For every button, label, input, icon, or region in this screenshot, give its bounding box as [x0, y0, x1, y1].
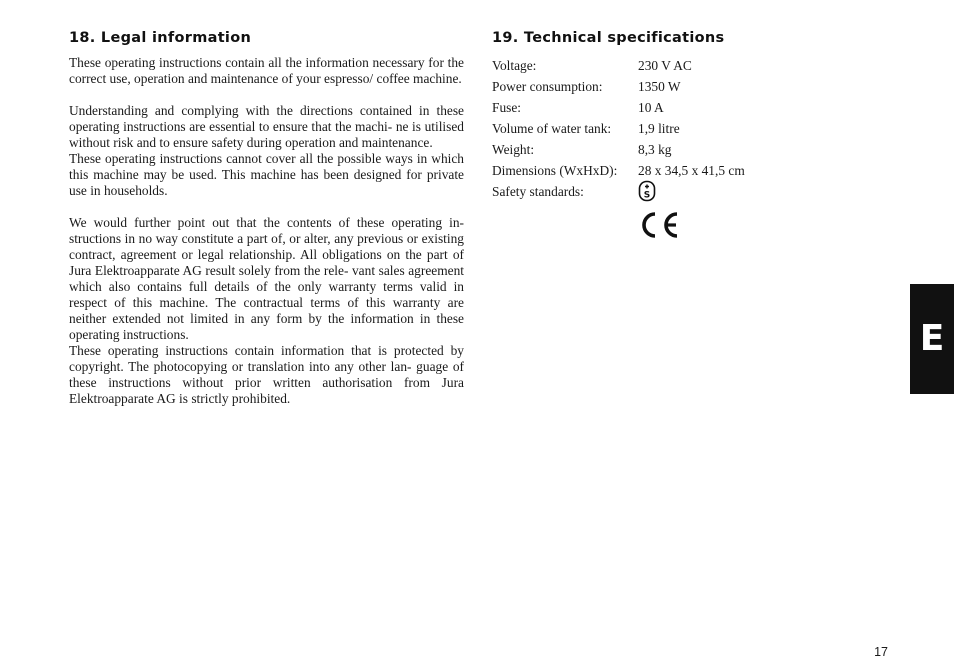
spec-value: 1350 W — [638, 79, 681, 94]
spec-row-power — [492, 76, 792, 97]
legal-paragraph-4: We would further point out that the contents of these operating in- structions in no way constitute a part of, or alter, any previous or existing contract, agreement or legal relationship. All obligations on the part of Jura Elektroapparate AG result solely from the rele- vant sales agreement which also contains full details of the only warranty terms valid in respect of this machine. The contractual terms of this warranty are neither extended not limited in any form by the information in these operating instructions. — [69, 215, 464, 342]
technical-specifications-heading: 19. Technical specifications — [492, 30, 725, 46]
legal-paragraph-1: These operating instructions contain all the information necessary for the correct use, operation and maintenance of your espresso/ coffee machine. — [69, 55, 464, 86]
spec-row-voltage — [492, 55, 792, 76]
spec-label: Weight: — [492, 142, 535, 157]
legal-paragraph-3: These operating instructions cannot cover all the possible ways in which this machine may be used. This machine has been designed for private use in households. — [69, 151, 464, 198]
spec-label: Voltage: — [492, 58, 537, 73]
technical-specifications-section — [492, 30, 792, 202]
s-plus-safety-mark-icon — [638, 180, 658, 202]
spec-row-fuse — [492, 97, 792, 118]
spec-value: 28 x 34,5 x 41,5 cm — [638, 163, 745, 178]
legal-information-heading: 18. Legal information — [69, 30, 252, 46]
spec-label: Safety standards: — [492, 184, 584, 199]
spec-value: 8,3 kg — [638, 142, 672, 157]
legal-paragraph-5: These operating instructions contain information that is protected by copyright. The photocopying or translation into any other lan- guage of these instructions without prior written authorisation from Jura Elektroapparate AG is strictly prohibited. — [69, 343, 464, 406]
safety-marks — [638, 180, 680, 240]
legal-information-section — [69, 30, 464, 407]
spec-value: 1,9 litre — [638, 121, 680, 136]
spec-label: Dimensions (WxHxD): — [492, 163, 618, 178]
spec-row-dimensions — [492, 160, 792, 181]
svg-text:S: S — [643, 190, 651, 201]
language-tab — [910, 284, 954, 394]
spec-label: Volume of water tank: — [492, 121, 612, 136]
spec-value: 230 V AC — [638, 58, 692, 73]
spec-row-water-tank — [492, 118, 792, 139]
ce-mark-icon — [638, 210, 680, 240]
spec-label: Power consumption: — [492, 79, 603, 94]
spec-label: Fuse: — [492, 100, 522, 115]
language-tab-letter: E — [919, 318, 945, 359]
spec-row-weight — [492, 139, 792, 160]
paragraph-gap — [69, 87, 464, 103]
legal-paragraph-2: Understanding and complying with the directions contained in these operating instructions are essential to ensure that the machi- ne is utilised without risk and to ensure safety during operation and maintenance. — [69, 103, 464, 150]
spec-value: 10 A — [638, 100, 664, 115]
paragraph-gap — [69, 199, 464, 215]
page-number: 17 — [874, 645, 888, 659]
